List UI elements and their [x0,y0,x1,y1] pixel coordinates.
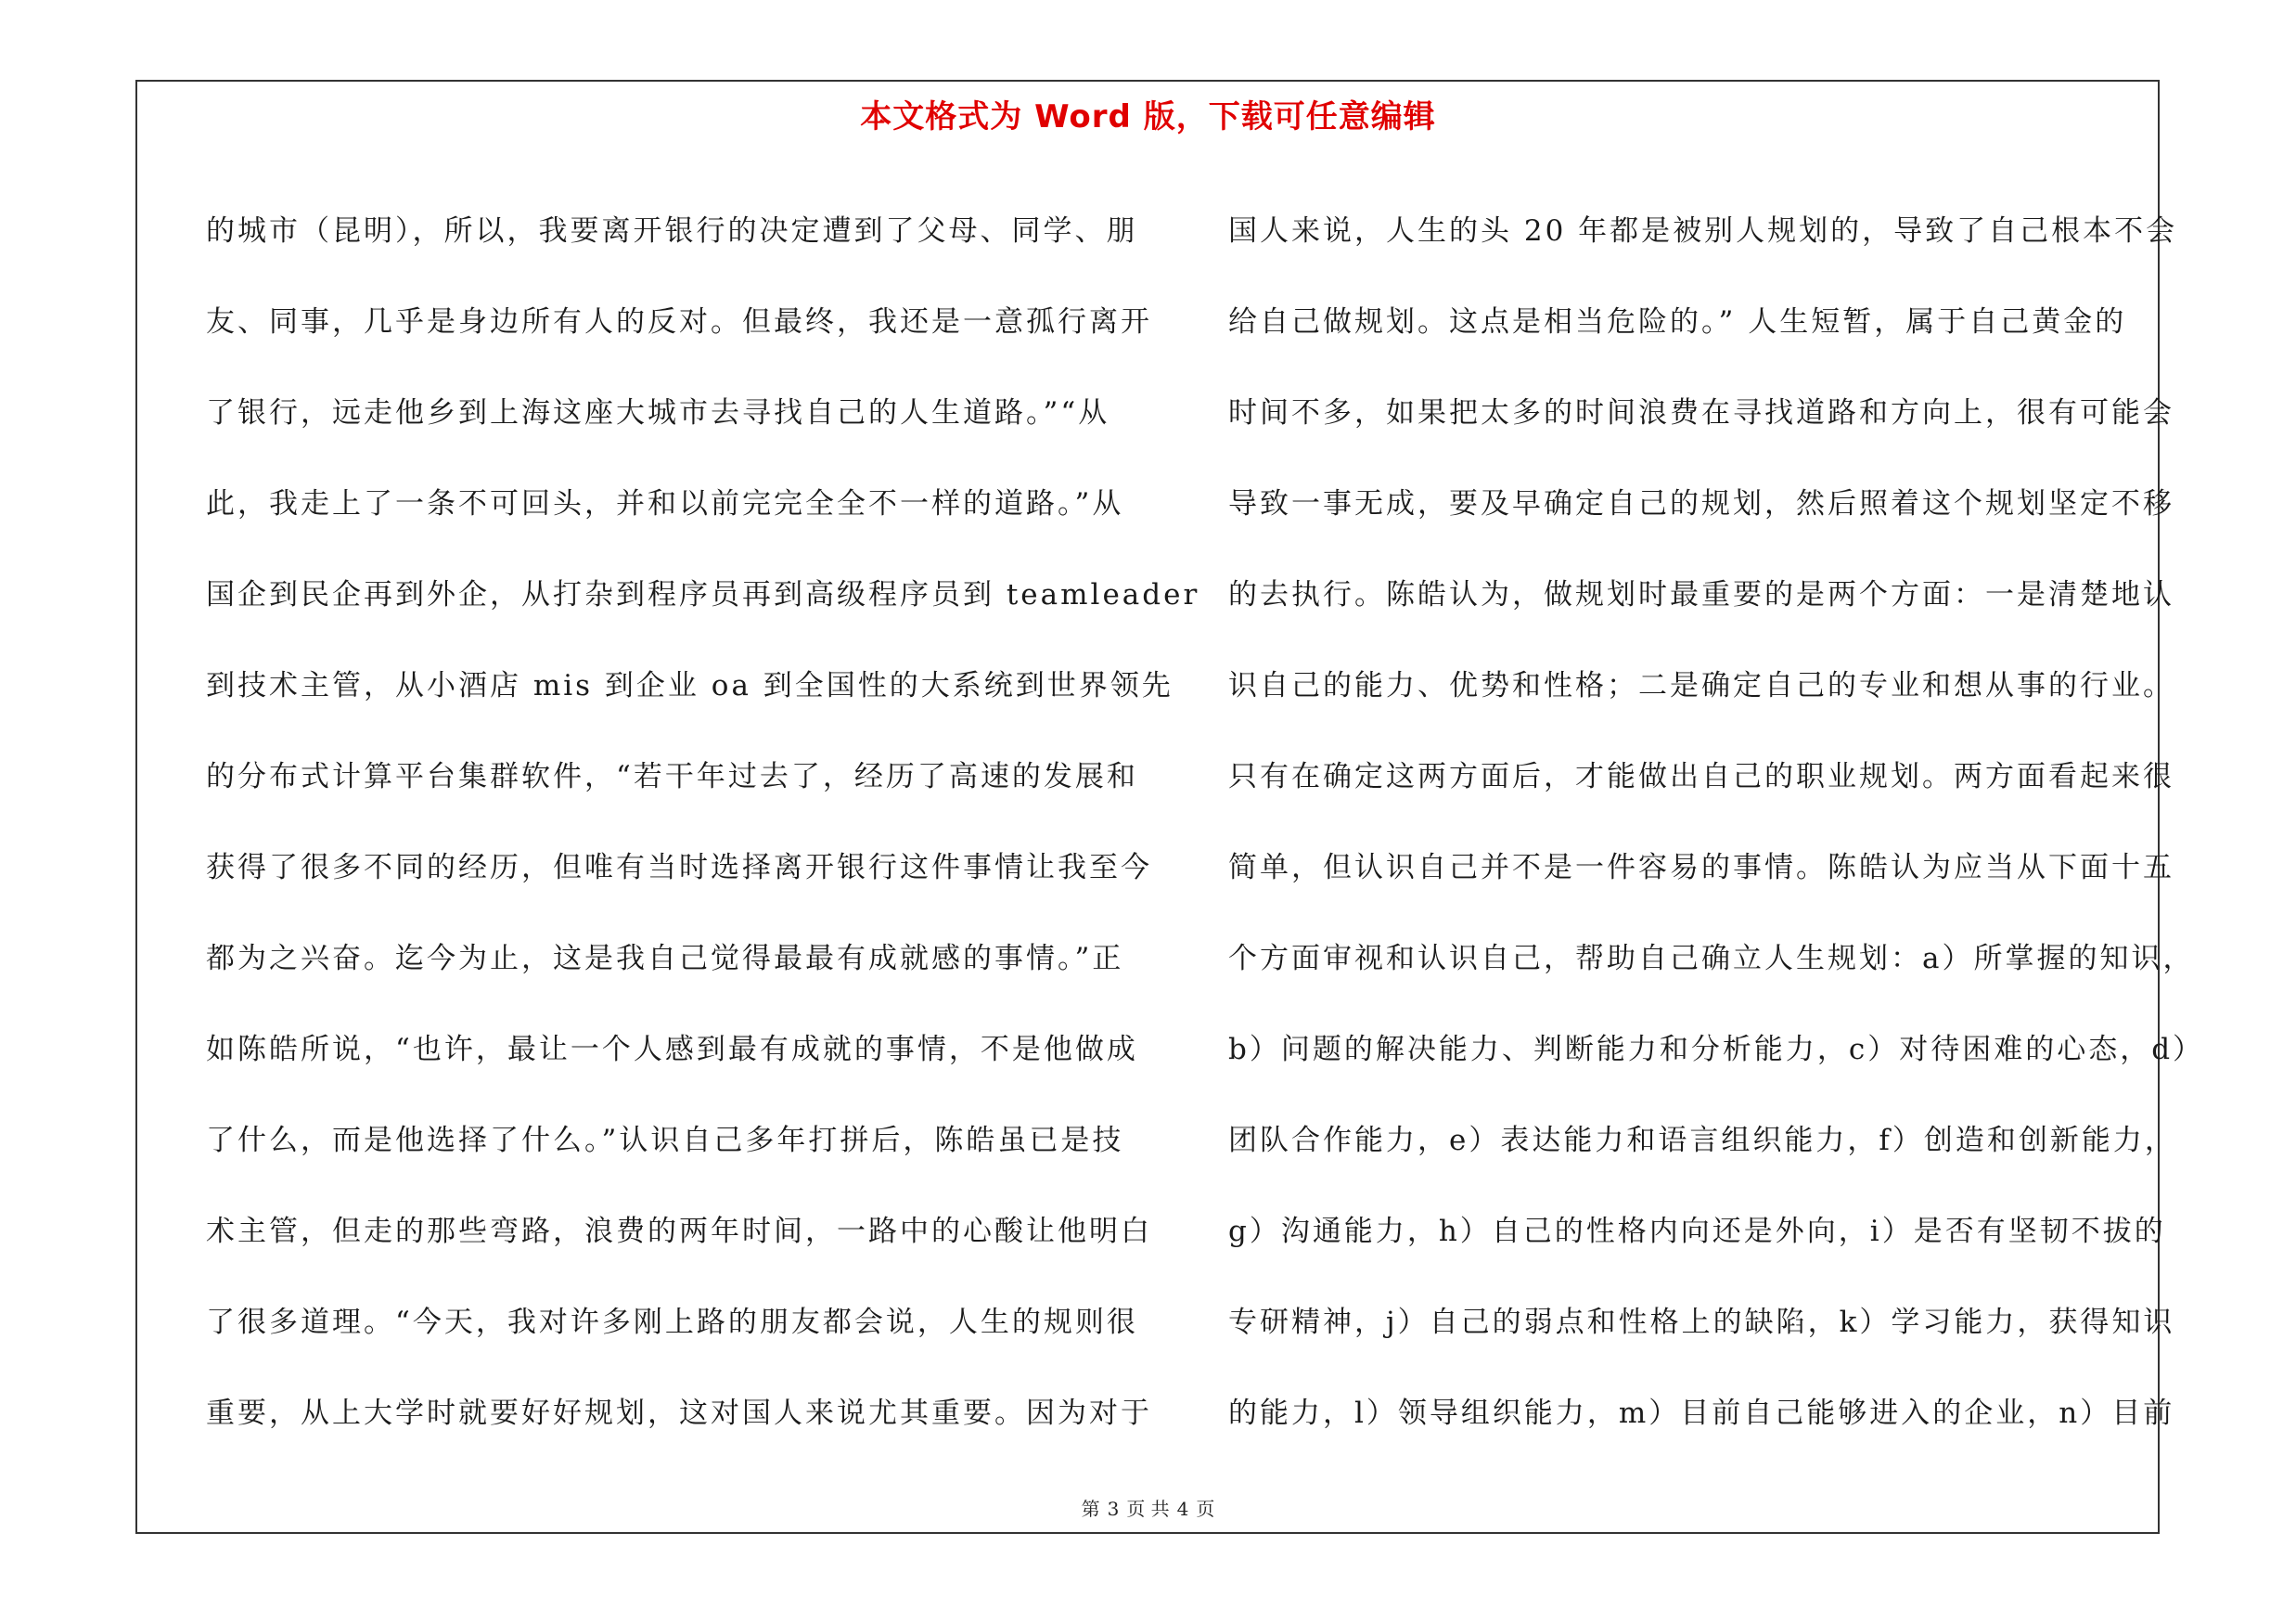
text-line: 了很多道理。“今天，我对许多刚上路的朋友都会说，人生的规则很 [206,1306,1138,1339]
text-line: 了银行，远走他乡到上海这座大城市去寻找自己的人生道路。”“从 [206,396,1110,430]
text-line: b）问题的解决能力、判断能力和分析能力，c）对待困难的心态，d） [1228,1033,2205,1066]
right-text-column [1228,186,2205,1459]
text-line: 给自己做规划。这点是相当危险的。” 人生短暂，属于自己黄金的 [1228,305,2127,339]
text-line: 获得了很多不同的经历，但唯有当时选择离开银行这件事情让我至今 [206,851,1152,884]
text-line: 只有在确定这两方面后，才能做出自己的职业规划。两方面看起来很 [1228,760,2174,793]
text-line: 团队合作能力，e）表达能力和语言组织能力，f）创造和创新能力， [1228,1124,2176,1157]
text-line: 的分布式计算平台集群软件，“若干年过去了，经历了高速的发展和 [206,760,1138,793]
text-line: 简单，但认识自己并不是一件容易的事情。陈皓认为应当从下面十五 [1228,851,2174,884]
current-page-number: 3 [1107,1498,1120,1520]
text-line: 导致一事无成，要及早确定自己的规划，然后照着这个规划坚定不移 [1228,487,2174,521]
text-line: 国人来说，人生的头 20 年都是被别人规划的，导致了自己根本不会 [1228,214,2178,248]
text-line: 到技术主管，从小酒店 mis 到企业 oa 到全国性的大系统到世界领先 [206,669,1174,702]
text-line: 如陈皓所说，“也许，最让一个人感到最有成就的事情，不是他做成 [206,1033,1138,1066]
text-line: 友、同事，几乎是身边所有人的反对。但最终，我还是一意孤行离开 [206,305,1152,339]
left-text-column [206,186,1200,1459]
page-footer [0,1494,2296,1521]
text-line: 术主管，但走的那些弯路，浪费的两年时间，一路中的心酸让他明白 [206,1215,1152,1248]
text-line: 时间不多，如果把太多的时间浪费在寻找道路和方向上，很有可能会 [1228,396,2174,430]
page-mid: 页 共 [1126,1498,1170,1520]
text-line: 的能力，l）领导组织能力，m）目前自己能够进入的企业，n）目前 [1228,1397,2175,1430]
text-line: 了什么，而是他选择了什么。”认识自己多年打拼后，陈皓虽已是技 [206,1124,1124,1157]
document-banner: 本文格式为 Word 版，下载可任意编辑 [860,98,1436,135]
page-prefix: 第 [1081,1498,1100,1520]
text-line: 专研精神，j）自己的弱点和性格上的缺陷，k）学习能力，获得知识 [1228,1306,2175,1339]
text-line: 此，我走上了一条不可回头，并和以前完完全全不一样的道路。”从 [206,487,1124,521]
text-line: 重要，从上大学时就要好好规划，这对国人来说尤其重要。因为对于 [206,1397,1152,1430]
text-line: g）沟通能力，h）自己的性格内向还是外向，i）是否有坚韧不拔的 [1228,1215,2166,1248]
text-line: 的去执行。陈皓认为，做规划时最重要的是两个方面：一是清楚地认 [1228,578,2174,612]
text-line: 都为之兴奋。迄今为止，这是我自己觉得最最有成就感的事情。”正 [206,942,1124,975]
text-line: 的城市（昆明），所以，我要离开银行的决定遭到了父母、同学、朋 [206,214,1138,248]
page-suffix: 页 [1196,1498,1215,1520]
total-pages-number: 4 [1176,1498,1189,1520]
text-line: 识自己的能力、优势和性格；二是确定自己的专业和想从事的行业。 [1228,669,2174,702]
text-line: 国企到民企再到外企，从打杂到程序员再到高级程序员到 teamleader [206,578,1200,612]
text-line: 个方面审视和认识自己，帮助自己确立人生规划：a）所掌握的知识， [1228,942,2195,975]
